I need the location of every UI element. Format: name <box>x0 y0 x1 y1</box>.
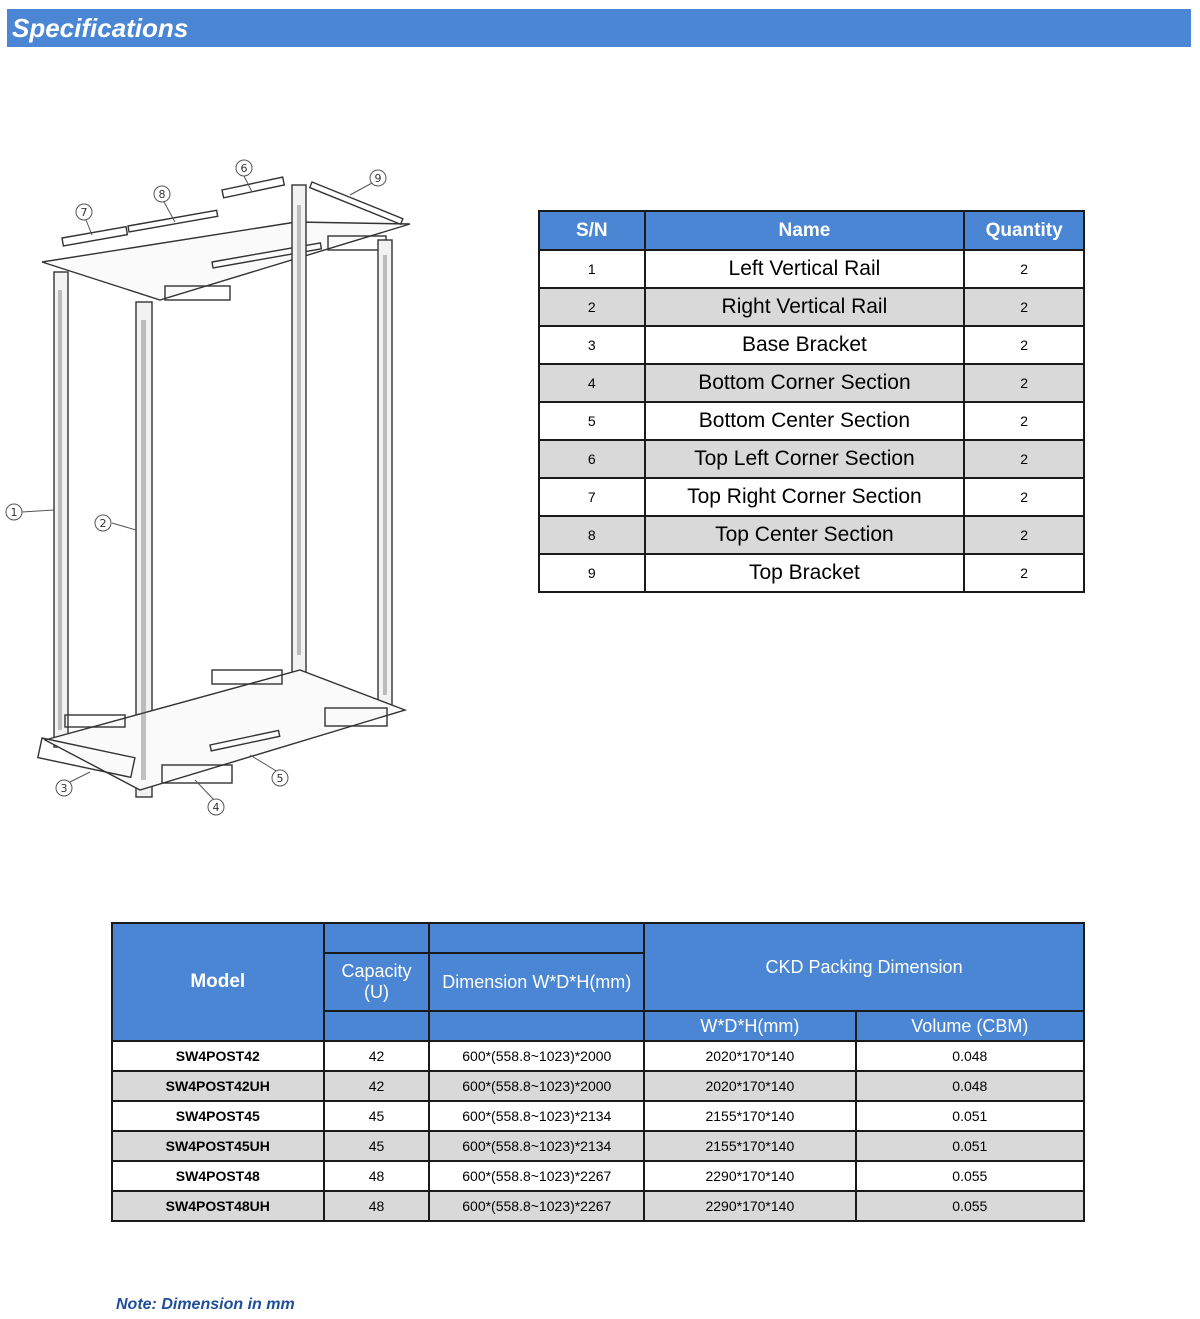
table-row: 2 Right Vertical Rail 2 <box>539 288 1084 326</box>
table-row: 3 Base Bracket 2 <box>539 326 1084 364</box>
spec-table <box>111 922 1085 1222</box>
header-ckd-dim: W*D*H(mm) <box>644 1011 856 1041</box>
bottom-frame <box>45 670 405 790</box>
header-ckd: CKD Packing Dimension <box>644 923 1084 1011</box>
callout-3: 3 <box>60 782 68 795</box>
top-frame <box>42 222 410 300</box>
table-row: 9 Top Bracket 2 <box>539 554 1084 592</box>
top-left-corner <box>222 177 284 198</box>
table-row: 7 Top Right Corner Section 2 <box>539 478 1084 516</box>
table-row: 1 Left Vertical Rail 2 <box>539 250 1084 288</box>
table-row: SW4POST48UH 48 600*(558.8~1023)*2267 2290*170*140 0.055 <box>112 1191 1084 1221</box>
table-row: SW4POST48 48 600*(558.8~1023)*2267 2290*170*140 0.055 <box>112 1161 1084 1191</box>
header-sn: S/N <box>539 211 645 250</box>
header-quantity: Quantity <box>964 211 1084 250</box>
table-row: 8 Top Center Section 2 <box>539 516 1084 554</box>
callout-7: 7 <box>80 206 88 219</box>
callout-6: 6 <box>240 162 248 175</box>
rack-exploded-diagram <box>0 150 430 830</box>
table-row: 5 Bottom Center Section 2 <box>539 402 1084 440</box>
page-title: Specifications <box>12 13 189 43</box>
parts-header-row <box>539 211 1084 250</box>
callout-2: 2 <box>99 517 107 530</box>
header-capacity-bottom <box>324 1011 430 1041</box>
header-dimension: Dimension W*D*H(mm) <box>429 953 644 1011</box>
top-bracket-right <box>310 182 403 224</box>
callout-1: 1 <box>10 506 18 519</box>
table-row: SW4POST45UH 45 600*(558.8~1023)*2134 2155*170*140 0.051 <box>112 1131 1084 1161</box>
callout-9: 9 <box>374 172 382 185</box>
header-capacity-top <box>324 923 430 953</box>
callout-8: 8 <box>158 188 166 201</box>
header-capacity: Capacity (U) <box>324 953 430 1011</box>
table-row: SW4POST42 42 600*(558.8~1023)*2000 2020*170*140 0.048 <box>112 1041 1084 1071</box>
header-model: Model <box>112 923 324 1041</box>
callout-4: 4 <box>212 801 220 814</box>
callout-5: 5 <box>276 772 284 785</box>
table-row: 6 Top Left Corner Section 2 <box>539 440 1084 478</box>
header-ckd-vol: Volume (CBM) <box>856 1011 1084 1041</box>
header-name: Name <box>645 211 965 250</box>
header-dimension-top <box>429 923 644 953</box>
table-row: SW4POST42UH 42 600*(558.8~1023)*2000 2020*170*140 0.048 <box>112 1071 1084 1101</box>
parts-table <box>538 210 1085 593</box>
table-row: SW4POST45 45 600*(558.8~1023)*2134 2155*170*140 0.051 <box>112 1101 1084 1131</box>
dimension-note: Note: Dimension in mm <box>116 1296 295 1313</box>
header-banner <box>7 9 1191 47</box>
top-bracket-left <box>62 227 127 246</box>
top-center-section <box>128 210 218 232</box>
table-row: 4 Bottom Corner Section 2 <box>539 364 1084 402</box>
header-dimension-bottom <box>429 1011 644 1041</box>
